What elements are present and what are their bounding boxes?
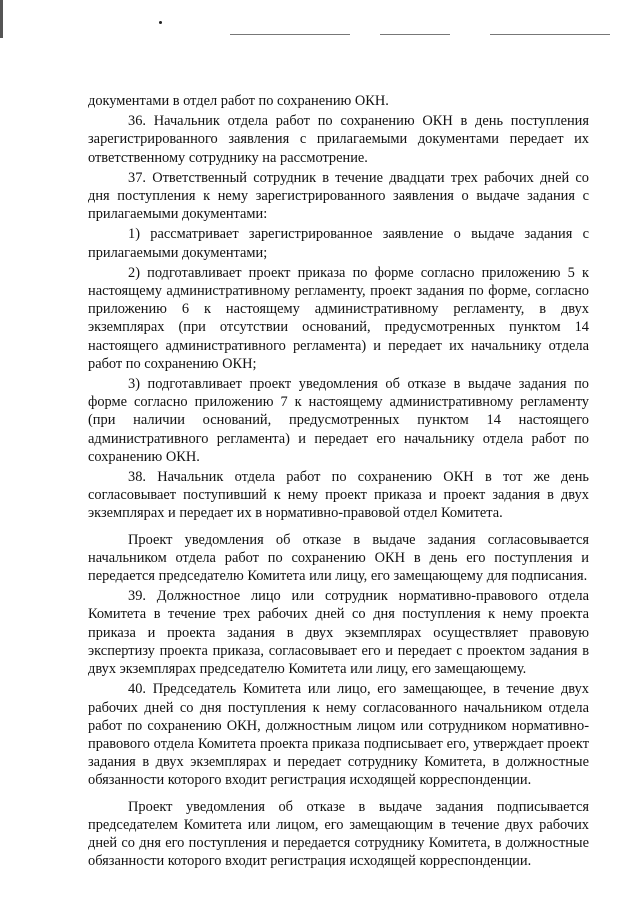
paragraph-40: 40. Председатель Комитета или лицо, его замещающее, в течение двух рабочих дней со дня поступления к нему согласованного начальником отдела работ по сохранению ОКН, должностным лицом или сотрудником нормативно-правового отдела Комитета проекта приказа подписывает его, утверждает проект задания в двух экземплярах и передает сотруднику Комитета, в должностные обязанности которого входит регистрация исходящей корреспонденции.	[88, 681, 589, 789]
scan-line	[230, 34, 350, 35]
paragraph-continuation: документами в отдел работ по сохранению ОКН.	[88, 93, 389, 109]
paragraph-38: 38. Начальник отдела работ по сохранению ОКН в тот же день согласовывает поступивший к нему проект приказа и проект задания в двух экземплярах и передает их в нормативно-правовой отдел Комитета.	[88, 469, 589, 522]
paragraph-notice-signing: Проект уведомления об отказе в выдаче задания подписывается председателем Комитета или лицом, его замещающим в течение двух рабочих дней со дня его поступления и передается сотруднику Комитета, в должностные обязанности которого входит регистрация исходящей корреспонденции.	[88, 798, 589, 870]
scan-speck	[159, 21, 162, 24]
list-item-2: 2) подготавливает проект приказа по форме согласно приложению 5 к настоящему административному регламенту, проект задания по форме, согласно приложению 6 к настоящему административному регламенту, в двух экземплярах (при отсутствии оснований, предусмотренных пунктом 14 настоящего административного регламента) и передает их начальнику отдела работ по сохранению ОКН;	[88, 264, 589, 372]
paragraph-37: 37. Ответственный сотрудник в течение двадцати трех рабочих дней со дня поступления к нему зарегистрированного заявления о выдаче задания с прилагаемыми документами:	[88, 169, 589, 223]
scan-line	[490, 34, 610, 35]
paragraph-notice-approval: Проект уведомления об отказе в выдаче задания согласовывается начальником отдела работ по сохранению ОКН в день его поступления и передается председателю Комитета или лицу, его замещающему для подписания.	[88, 531, 589, 585]
list-item-3: 3) подготавливает проект уведомления об отказе в выдаче задания по форме согласно приложению 7 к настоящему административному регламенту (при наличии оснований, предусмотренных пунктом 14 настоящего административного регламента) и передает его начальнику отдела работ по сохранению ОКН.	[88, 376, 589, 465]
scan-line	[380, 34, 450, 35]
paragraph-36: 36. Начальник отдела работ по сохранению ОКН в день поступления зарегистрированного заявления с прилагаемыми документами передает их ответственному сотруднику на рассмотрение.	[88, 113, 589, 166]
document-page	[88, 92, 589, 872]
list-item-1: 1) рассматривает зарегистрированное заявление о выдаче задания с прилагаемыми документами;	[88, 226, 589, 261]
paragraph-39: 39. Должностное лицо или сотрудник нормативно-правового отдела Комитета в течение трех рабочих дней со дня поступления к нему проекта приказа и проекта задания в двух экземплярах осуществляет правовую экспертизу проекта приказа, согласовывает его и передает с проектом задания в двух экземплярах председателю Комитета или лицу, его замещающему.	[88, 588, 589, 678]
scan-edge	[0, 0, 3, 38]
